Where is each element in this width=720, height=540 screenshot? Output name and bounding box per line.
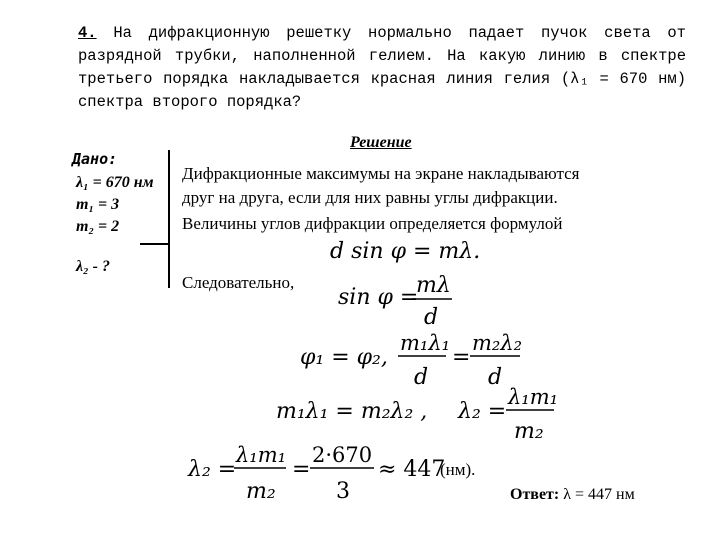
fraction-2-denominator: d	[488, 365, 503, 390]
unknown-quantity: λ₂ - ?	[76, 258, 111, 275]
problem-number: 4.	[78, 24, 97, 42]
sin-lhs: sin φ =	[338, 285, 419, 310]
lambda2-lhs-2: λ₂ =	[188, 457, 237, 482]
lambda2-numerator-1: λ₁m₁	[508, 385, 559, 409]
answer	[510, 486, 635, 504]
answer-value: λ = 447 нм	[563, 486, 635, 503]
solution-line-1: Дифракционные максимумы на экране накладываются	[182, 164, 580, 183]
given-wavelength: λ₁ = 670 нм	[76, 174, 154, 191]
calc-denominator: 3	[336, 479, 350, 504]
given-order-2: m₂ = 2	[76, 218, 120, 235]
units-label: (нм).	[440, 460, 476, 479]
given-title: Дано:	[72, 150, 118, 168]
product-equality: m₁λ₁ = m₂λ₂ ,	[276, 399, 428, 424]
calc-result: ≈ 447	[378, 457, 446, 482]
fraction-1-denominator: d	[414, 365, 429, 390]
given-order-1: m₁ = 3	[76, 196, 120, 213]
solution-line-3: Величины углов дифракции определяется формулой	[182, 214, 563, 233]
lambda2-numerator-2: λ₁m₁	[236, 443, 287, 467]
sin-denominator: d	[424, 305, 439, 330]
answer-label: Ответ:	[510, 486, 560, 503]
calc-equals: =	[292, 457, 311, 482]
sin-numerator: mλ	[416, 273, 451, 298]
lambda2-denominator-1: m₂	[514, 419, 544, 444]
lambda2-denominator-2: m₂	[246, 479, 276, 504]
problem-text: На дифракционную решетку нормально падает пучок света от разрядной трубки, наполненной гелием. На какую линию в спектре третьего порядка накладывается красная линия гелия (λ₁ = 670 нм) спектра второго порядка?	[78, 24, 686, 111]
solution-title: Решение	[350, 134, 412, 151]
fraction-2-numerator: m₂λ₂	[472, 331, 523, 355]
fractions-equals: =	[452, 345, 471, 370]
lambda2-lhs-1: λ₂ =	[458, 399, 507, 424]
calc-numerator: 2·670	[312, 443, 373, 467]
phi-equality: φ₁ = φ₂,	[300, 345, 388, 370]
fraction-1-numerator: m₁λ₁	[400, 331, 451, 355]
grating-equation: d sin φ = mλ.	[330, 239, 481, 264]
solution-therefore: Следовательно,	[182, 273, 295, 292]
solution-line-2: друг на друга, если для них равны углы дифракции.	[182, 188, 558, 207]
